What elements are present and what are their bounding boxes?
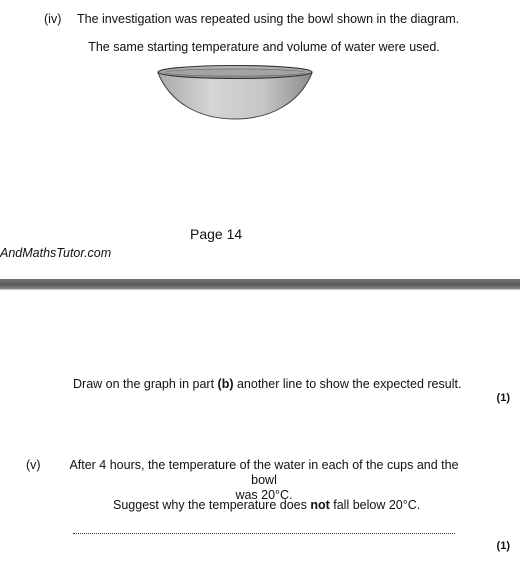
page-break-line [0, 289, 520, 290]
question-v-line-2: was 20°C. [235, 488, 293, 502]
suggest-suffix: fall below 20°C. [329, 498, 421, 512]
page-number: Page 14 [190, 226, 243, 242]
suggest-prefix: Suggest why the temperature does [113, 498, 311, 512]
footer-site-name: AndMathsTutor.com [0, 246, 112, 260]
instruction-part-ref: (b) [217, 377, 234, 391]
question-v-suggest [113, 498, 420, 513]
instruction-prefix: Draw on the graph in part [73, 377, 218, 391]
question-v-line-1: After 4 hours, the temperature of the water in each of the cups and the bowl [69, 458, 459, 487]
instruction-suffix: another line to show the expected result. [233, 377, 462, 391]
question-iv-text: The investigation was repeated using the bowl shown in the diagram. [77, 12, 460, 26]
question-v-text [58, 458, 470, 503]
question-iv-label: (iv) [44, 12, 62, 26]
question-iv-subtext: The same starting temperature and volume of water were used. [88, 40, 440, 54]
bowl-diagram-icon [156, 64, 314, 122]
question-v-label: (v) [26, 458, 41, 472]
marks-label: (1) [496, 540, 510, 552]
page-break-bar [0, 279, 520, 289]
marks-label: (1) [496, 392, 510, 404]
draw-instruction [73, 377, 461, 392]
suggest-emphasis: not [310, 498, 330, 512]
answer-line[interactable] [73, 533, 455, 534]
